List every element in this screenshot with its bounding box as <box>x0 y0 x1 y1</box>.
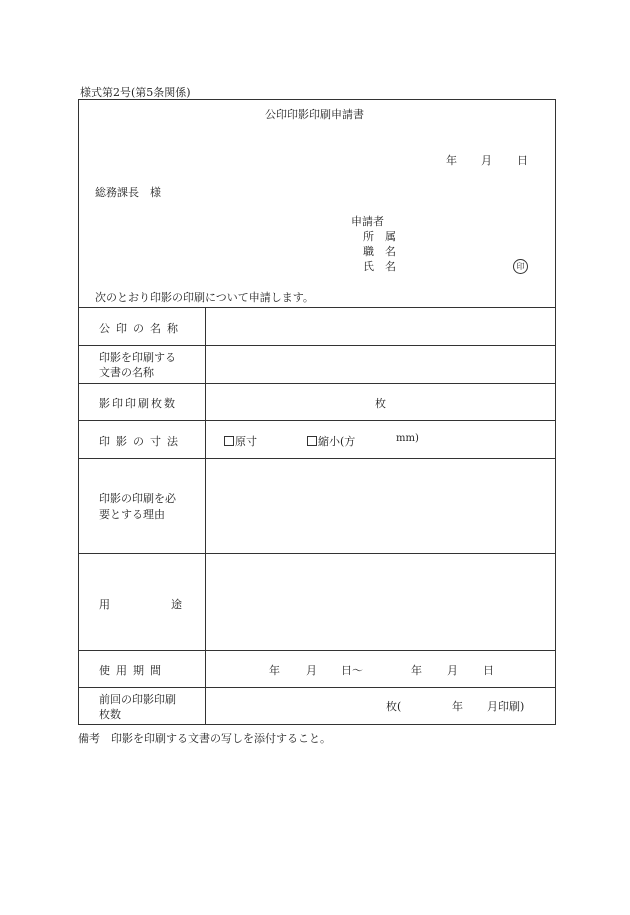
purpose-label-left: 用 <box>99 598 110 611</box>
table-divider <box>79 383 555 384</box>
previous-count-label-line2: 枚数 <box>99 708 121 721</box>
addressee: 総務課長 様 <box>95 186 161 199</box>
table-divider <box>79 553 555 554</box>
reduced-size-label: 縮小(方 <box>318 435 356 448</box>
period-end-day: 日 <box>483 664 494 677</box>
previous-year-label: 年 <box>452 700 463 713</box>
application-form <box>78 99 556 725</box>
date-day-label: 日 <box>517 154 528 167</box>
table-divider <box>79 458 555 459</box>
previous-count-unit: 枚( <box>386 700 402 713</box>
intro-text: 次のとおり印影の印刷について申請します。 <box>95 291 314 304</box>
purpose-label-right: 途 <box>171 598 182 611</box>
table-divider <box>79 650 555 651</box>
period-end-year: 年 <box>411 664 422 677</box>
applicant-name-label: 氏 名 <box>363 260 396 273</box>
seal-name-label: 公印の名称 <box>99 322 184 335</box>
print-count-label: 影印印刷枚数 <box>99 397 177 410</box>
table-divider <box>79 345 555 346</box>
original-size-label: 原寸 <box>235 435 257 448</box>
period-start-month: 月 <box>306 664 317 677</box>
table-divider <box>79 687 555 688</box>
dimensions-unit: mm) <box>396 433 419 444</box>
applicant-position-label: 職 名 <box>363 245 396 258</box>
seal-mark-icon: 印 <box>513 259 528 274</box>
print-count-unit: 枚 <box>375 397 386 410</box>
document-name-label-line1: 印影を印刷する <box>99 351 176 364</box>
period-end-month: 月 <box>447 664 458 677</box>
reason-label-line2: 要とする理由 <box>99 508 165 521</box>
form-title: 公印印影印刷申請書 <box>265 108 364 121</box>
previous-month-print-label: 月印刷) <box>487 700 525 713</box>
date-month-label: 月 <box>481 154 492 167</box>
document-name-label-line2: 文書の名称 <box>99 366 154 379</box>
form-number-label: 様式第2号(第5条関係) <box>80 86 191 99</box>
date-year-label: 年 <box>446 154 457 167</box>
applicant-affiliation-label: 所 属 <box>363 230 396 243</box>
reduced-size-checkbox[interactable] <box>307 436 317 446</box>
dimensions-label: 印影の寸法 <box>99 435 184 448</box>
applicant-heading: 申請者 <box>351 215 384 228</box>
period-start-year: 年 <box>269 664 280 677</box>
table-divider <box>79 420 555 421</box>
reason-label-line1: 印影の印刷を必 <box>99 492 176 505</box>
usage-period-label: 使用期間 <box>99 664 167 677</box>
original-size-checkbox[interactable] <box>224 436 234 446</box>
reduced-size-option[interactable] <box>307 433 355 449</box>
original-size-option[interactable] <box>224 433 257 449</box>
previous-count-label-line1: 前回の印影印刷 <box>99 693 176 706</box>
footnote: 備考 印影を印刷する文書の写しを添付すること。 <box>78 732 331 745</box>
table-divider <box>79 307 555 308</box>
table-column-divider <box>205 307 206 724</box>
period-start-day: 日〜 <box>341 664 363 677</box>
